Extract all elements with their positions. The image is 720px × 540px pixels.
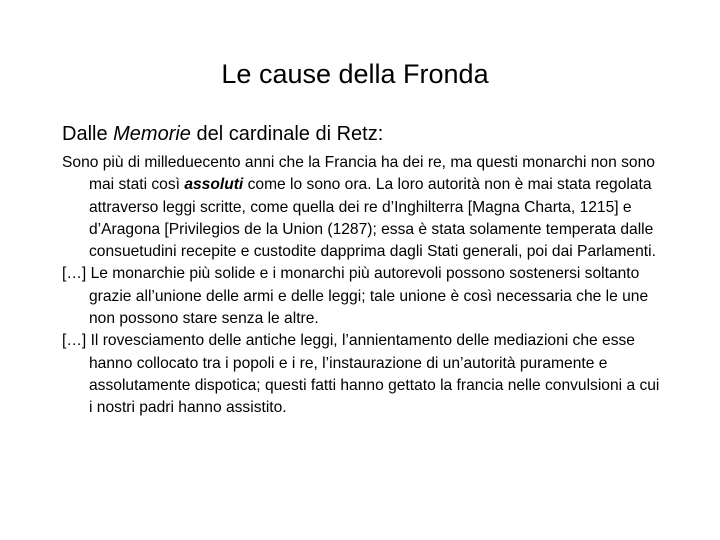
subtitle-prefix: Dalle bbox=[62, 123, 114, 145]
quote-body bbox=[62, 152, 662, 420]
quote-paragraph-1 bbox=[62, 152, 662, 263]
quote-paragraph-3: […] Il rovesciamento delle antiche leggi, l’annientamento delle mediazioni che esse hanno collocato tra i popoli e i re, l’instaurazione di un’autorità puramente e assolutamente dispotica; questi fatti hanno gettato la francia nelle convulsioni a cui i nostri padri hanno assistito. bbox=[62, 332, 660, 417]
paragraph-1-text-end: come lo sono ora. La loro autorità non è mai stata regolata attraverso leggi scritte, come quella dei re d’Inghilterra [Magna Charta, 1215] e d’Aragona [Privilegios de la Union (1287); essa è stata solamente temperata dalle consuetudini recepite e custodite dapprima dagli Stati generali, poi dai Parlamenti. bbox=[89, 176, 656, 261]
slide-subtitle bbox=[62, 120, 383, 148]
subtitle-italic-title: Memorie bbox=[113, 123, 191, 145]
subtitle-suffix: del cardinale di Retz: bbox=[190, 123, 384, 145]
paragraph-1-text-start: Sono più di milleduecento anni che la Francia ha dei re, ma questi monarchi non sono mai stati così bbox=[62, 154, 655, 194]
quote-paragraph-2: […] Le monarchie più solide e i monarchi più autorevoli possono sostenersi soltanto grazie all’unione delle armi e delle leggi; tale unione è così necessaria che le une non possono stare senza le altre. bbox=[62, 265, 649, 328]
slide-title: Le cause della Fronda bbox=[221, 59, 489, 89]
paragraph-1-emphasis: assoluti bbox=[184, 176, 244, 194]
